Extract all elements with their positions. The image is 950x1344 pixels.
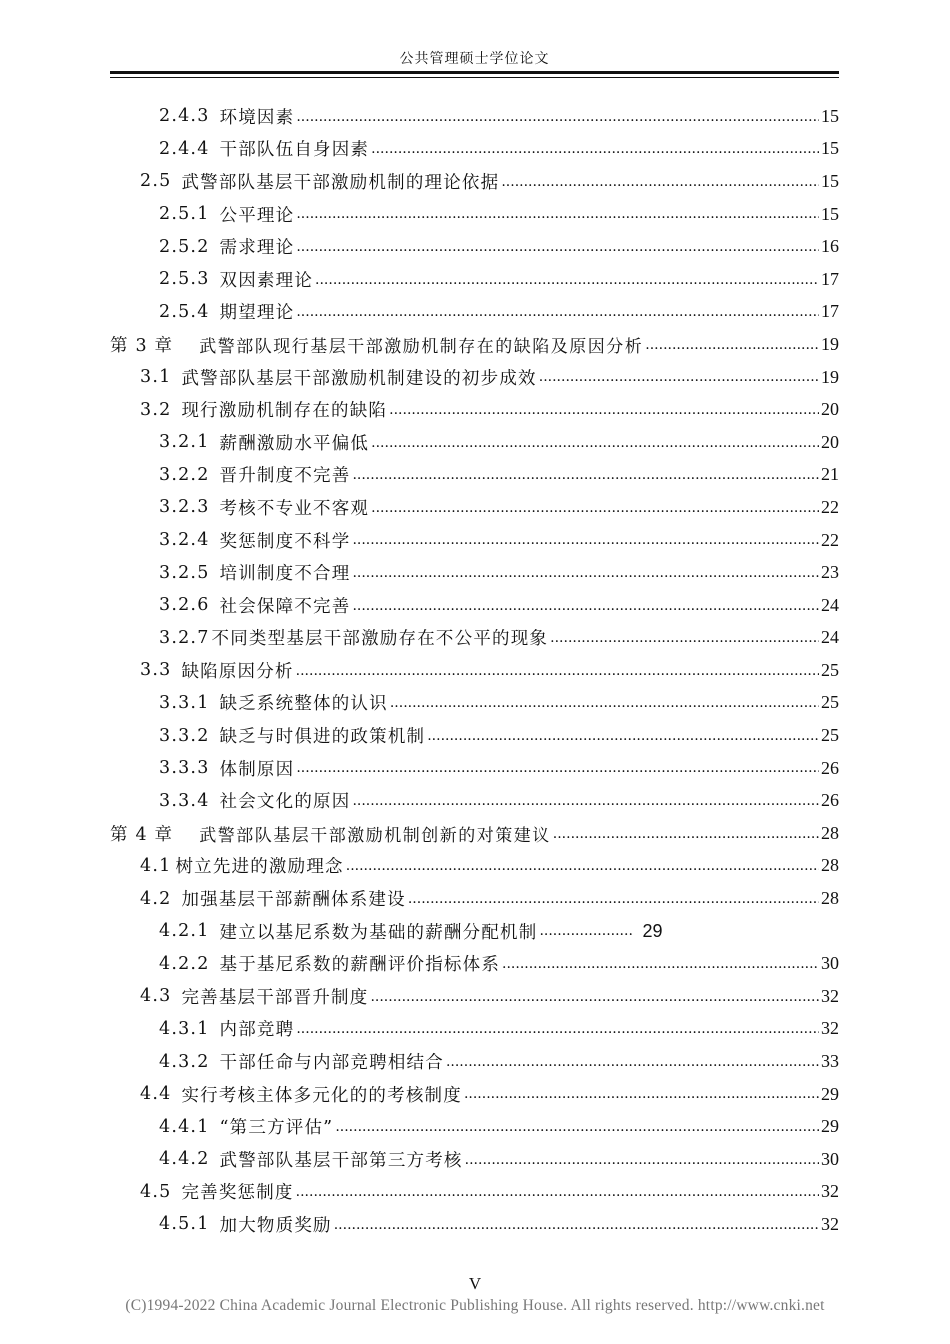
toc-leader-dots xyxy=(334,1218,819,1241)
toc-entry-number: 3.3.1 xyxy=(159,692,210,713)
toc-leader-dots xyxy=(539,924,634,947)
toc-entry-title: 完善奖惩制度 xyxy=(181,1183,294,1204)
toc-entry[interactable] xyxy=(110,459,839,492)
toc-entry[interactable] xyxy=(110,622,839,655)
toc-entry[interactable] xyxy=(110,784,839,817)
toc-entry-title: 现行激励机制存在的缺陷 xyxy=(181,401,388,422)
toc-entry[interactable] xyxy=(110,1110,839,1143)
toc-entry-number: 3.2.7 xyxy=(159,627,210,648)
toc-entry-number: 4.3.2 xyxy=(159,1051,210,1072)
toc-entry-number: 2.5.2 xyxy=(159,236,210,257)
header-rule-thin xyxy=(110,77,839,78)
toc-entry-number: 4.5.1 xyxy=(159,1214,210,1235)
toc-entry-page: 30 xyxy=(821,1148,839,1169)
toc-entry[interactable] xyxy=(110,198,839,231)
toc-entry-title: 武警部队基层干部激励机制建设的初步成效 xyxy=(181,368,537,389)
toc-entry-number: 2.4.3 xyxy=(159,106,210,127)
toc-entry-title: 期望理论 xyxy=(219,303,295,324)
toc-entry[interactable] xyxy=(110,654,839,687)
toc-leader-dots xyxy=(371,142,819,165)
toc-entry[interactable] xyxy=(110,915,839,948)
toc-entry[interactable] xyxy=(110,817,839,850)
toc-entry-title: 需求理论 xyxy=(219,238,295,259)
toc-leader-dots xyxy=(296,761,819,784)
toc-entry-page: 26 xyxy=(821,790,839,811)
toc-leader-dots xyxy=(465,1153,819,1176)
toc-entry-number: 3.2.6 xyxy=(159,595,210,616)
toc-entry-page: 20 xyxy=(821,399,839,420)
toc-leader-dots xyxy=(352,566,819,589)
toc-entry-number: 4.2 xyxy=(140,888,172,909)
toc-entry-title: 加强基层干部薪酬体系建设 xyxy=(181,890,406,911)
toc-leader-dots xyxy=(550,631,819,654)
toc-entry-page: 28 xyxy=(821,822,839,843)
toc-leader-dots xyxy=(296,664,819,687)
toc-entry-page: 19 xyxy=(821,333,839,354)
toc-entry-number: 4.4.1 xyxy=(159,1116,210,1137)
toc-entry-page: 29 xyxy=(821,1116,839,1137)
toc-entry-title: 体制原因 xyxy=(219,759,295,780)
toc-entry-number: 3.3.3 xyxy=(159,758,210,779)
toc-entry-number: 4.4.2 xyxy=(159,1149,210,1170)
toc-entry-number: 第 4 章 xyxy=(110,824,174,845)
toc-entry-page: 32 xyxy=(821,1181,839,1202)
toc-leader-dots xyxy=(464,1087,819,1110)
toc-entry-number: 3.2.4 xyxy=(159,530,210,551)
toc-entry-page: 24 xyxy=(821,627,839,648)
toc-entry-page: 30 xyxy=(821,953,839,974)
toc-entry-page: 15 xyxy=(821,203,839,224)
toc-entry-page: 23 xyxy=(821,562,839,583)
toc-leader-dots xyxy=(539,370,819,393)
toc-entry-number: 4.3.1 xyxy=(159,1018,210,1039)
toc-entry-title: 加大物质奖励 xyxy=(219,1215,332,1236)
toc-leader-dots xyxy=(408,892,819,915)
toc-entry-number: 3.2.3 xyxy=(159,497,210,518)
toc-entry-title: 社会文化的原因 xyxy=(219,792,351,813)
toc-entry-title: 缺陷原因分析 xyxy=(181,661,294,682)
toc-entry-title: 干部任命与内部竞聘相结合 xyxy=(219,1053,444,1074)
toc-entry-title: 考核不专业不客观 xyxy=(219,498,370,519)
toc-entry-title: 奖惩制度不科学 xyxy=(219,531,351,552)
toc-leader-dots xyxy=(352,794,819,817)
toc-leader-dots xyxy=(645,338,819,361)
toc-entry-number: 4.1 xyxy=(140,855,172,876)
page-number: V xyxy=(468,1274,482,1293)
toc-entry-page: 32 xyxy=(821,1213,839,1234)
copyright-notice: (C)1994-2022 China Academic Journal Electronic Publishing House. All rights reserved. http://www.cnki.net xyxy=(125,1297,825,1314)
toc-entry-title: 缺乏与时俱进的政策机制 xyxy=(219,727,426,748)
toc-entry[interactable] xyxy=(110,1013,839,1046)
toc-entry-page: 29 xyxy=(642,920,663,941)
toc-entry-page: 33 xyxy=(821,1051,839,1072)
toc-entry-number: 2.5 xyxy=(140,171,172,192)
toc-entry-page: 26 xyxy=(821,757,839,778)
toc-entry-title: 晋升制度不完善 xyxy=(219,466,351,487)
toc-entry-number: 2.4.4 xyxy=(159,138,210,159)
toc-entry-number: 3.2.1 xyxy=(159,432,210,453)
toc-entry-title: 实行考核主体多元化的的考核制度 xyxy=(181,1085,462,1106)
toc-entry[interactable] xyxy=(110,719,839,752)
toc-entry-page: 25 xyxy=(821,659,839,680)
toc-entry-title: 武警部队基层干部第三方考核 xyxy=(219,1150,463,1171)
toc-entry-page: 32 xyxy=(821,1018,839,1039)
toc-entry-page: 22 xyxy=(821,496,839,517)
toc-entry-page: 29 xyxy=(821,1083,839,1104)
toc-entry-page: 21 xyxy=(821,464,839,485)
toc-entry-page: 19 xyxy=(821,366,839,387)
toc-entry-page: 32 xyxy=(821,985,839,1006)
toc-entry[interactable] xyxy=(110,1208,839,1241)
toc-entry-number: 第 3 章 xyxy=(110,335,174,356)
toc-entry-page: 17 xyxy=(821,301,839,322)
toc-entry-number: 3.2.2 xyxy=(159,464,210,485)
toc-entry-number: 2.5.1 xyxy=(159,204,210,225)
running-header: 公共管理硕士学位论文 xyxy=(399,51,550,67)
toc-entry[interactable] xyxy=(110,980,839,1013)
toc-entry[interactable] xyxy=(110,230,839,263)
toc-entry-page: 15 xyxy=(821,170,839,191)
toc-entry[interactable] xyxy=(110,687,839,720)
toc-leader-dots xyxy=(315,273,819,296)
toc-entry[interactable] xyxy=(110,1176,839,1209)
toc-leader-dots xyxy=(296,1022,819,1045)
toc-leader-dots xyxy=(446,1055,819,1078)
toc-entry-page: 25 xyxy=(821,725,839,746)
toc-leader-dots xyxy=(296,110,819,133)
toc-entry[interactable] xyxy=(110,752,839,785)
toc-entry[interactable] xyxy=(110,165,839,198)
toc-entry-title: 基于基尼系数的薪酬评价指标体系 xyxy=(219,955,501,976)
toc-entry-title: 薪酬激励水平偏低 xyxy=(219,433,370,454)
toc-entry-title: 内部竞聘 xyxy=(219,1020,295,1041)
toc-entry-page: 24 xyxy=(821,594,839,615)
toc-leader-dots xyxy=(352,599,819,622)
toc-entry-number: 3.3 xyxy=(140,660,172,681)
toc-entry-title: 武警部队基层干部激励机制的理论依据 xyxy=(181,172,500,193)
toc-entry[interactable] xyxy=(110,524,839,557)
toc-leader-dots xyxy=(427,729,819,752)
toc-entry-title: 建立以基尼系数为基础的薪酬分配机制 xyxy=(219,922,538,943)
toc-entry-page: 22 xyxy=(821,529,839,550)
toc-entry-title: 武警部队基层干部激励机制创新的对策建议 xyxy=(199,825,551,846)
toc-entry-number: 4.2.1 xyxy=(159,921,210,942)
toc-leader-dots xyxy=(296,240,819,263)
toc-entry-title: 培训制度不合理 xyxy=(219,564,351,585)
toc-entry[interactable] xyxy=(110,1045,839,1078)
toc-entry-title: 干部队伍自身因素 xyxy=(219,140,370,161)
toc-entry-page: 17 xyxy=(821,268,839,289)
toc-entry[interactable] xyxy=(110,556,839,589)
toc-entry-page: 15 xyxy=(821,138,839,159)
toc-leader-dots xyxy=(389,403,819,426)
toc-leader-dots xyxy=(296,305,819,328)
header-rule-thick xyxy=(110,71,839,74)
toc-entry-number: 4.2.2 xyxy=(159,953,210,974)
toc-entry[interactable] xyxy=(110,328,839,361)
toc-leader-dots xyxy=(346,859,819,882)
toc-entry-number: 3.2 xyxy=(140,399,172,420)
toc-entry-title: 双因素理论 xyxy=(219,270,314,291)
toc-entry-page: 15 xyxy=(821,105,839,126)
toc-leader-dots xyxy=(390,696,819,719)
toc-entry-number: 3.2.5 xyxy=(159,562,210,583)
toc-entry-number: 4.5 xyxy=(140,1181,172,1202)
toc-entry-page: 16 xyxy=(821,236,839,257)
toc-leader-dots xyxy=(296,207,819,230)
toc-entry-number: 3.1 xyxy=(140,367,172,388)
toc-entry-title: 公平理论 xyxy=(219,205,295,226)
toc-leader-dots xyxy=(371,501,819,524)
toc-entry[interactable] xyxy=(110,426,839,459)
toc-entry-number: 3.3.2 xyxy=(159,725,210,746)
toc-entry-title: 社会保障不完善 xyxy=(219,596,351,617)
toc-entry-number: 2.5.4 xyxy=(159,301,210,322)
toc-entry-number: 2.5.3 xyxy=(159,269,210,290)
toc-leader-dots xyxy=(296,1185,819,1208)
toc-leader-dots xyxy=(501,175,819,198)
toc-entry[interactable] xyxy=(110,850,839,883)
toc-entry[interactable] xyxy=(110,100,839,133)
toc-entry-page: 20 xyxy=(821,431,839,452)
toc-leader-dots xyxy=(352,468,819,491)
table-of-contents xyxy=(110,100,839,1241)
toc-entry-title: 武警部队现行基层干部激励机制存在的缺陷及原因分析 xyxy=(199,336,644,357)
toc-entry-title: “第三方评估” xyxy=(219,1118,334,1139)
toc-entry[interactable] xyxy=(110,263,839,296)
toc-entry[interactable] xyxy=(110,491,839,524)
toc-leader-dots xyxy=(502,957,819,980)
toc-entry[interactable] xyxy=(110,133,839,166)
toc-leader-dots xyxy=(553,827,819,850)
toc-entry-number: 4.3 xyxy=(140,986,172,1007)
toc-entry[interactable] xyxy=(110,589,839,622)
toc-entry-page: 28 xyxy=(821,855,839,876)
toc-entry[interactable] xyxy=(110,361,839,394)
toc-entry[interactable] xyxy=(110,296,839,329)
toc-entry-page: 28 xyxy=(821,888,839,909)
toc-entry[interactable] xyxy=(110,947,839,980)
toc-entry-title: 完善基层干部晋升制度 xyxy=(181,987,369,1008)
toc-leader-dots xyxy=(352,533,819,556)
toc-entry-page: 25 xyxy=(821,692,839,713)
toc-leader-dots xyxy=(371,436,819,459)
toc-entry-title: 不同类型基层干部激励存在不公平的现象 xyxy=(211,629,549,650)
toc-leader-dots xyxy=(335,1120,819,1143)
toc-entry[interactable] xyxy=(110,393,839,426)
toc-entry-title: 缺乏系统整体的认识 xyxy=(219,694,388,715)
toc-entry-title: 树立先进的激励理念 xyxy=(175,857,344,878)
toc-entry[interactable] xyxy=(110,882,839,915)
toc-entry[interactable] xyxy=(110,1078,839,1111)
toc-entry-title: 环境因素 xyxy=(219,107,295,128)
toc-leader-dots xyxy=(370,990,819,1013)
toc-entry-number: 3.3.4 xyxy=(159,790,210,811)
toc-entry-number: 4.4 xyxy=(140,1084,172,1105)
toc-entry[interactable] xyxy=(110,1143,839,1176)
